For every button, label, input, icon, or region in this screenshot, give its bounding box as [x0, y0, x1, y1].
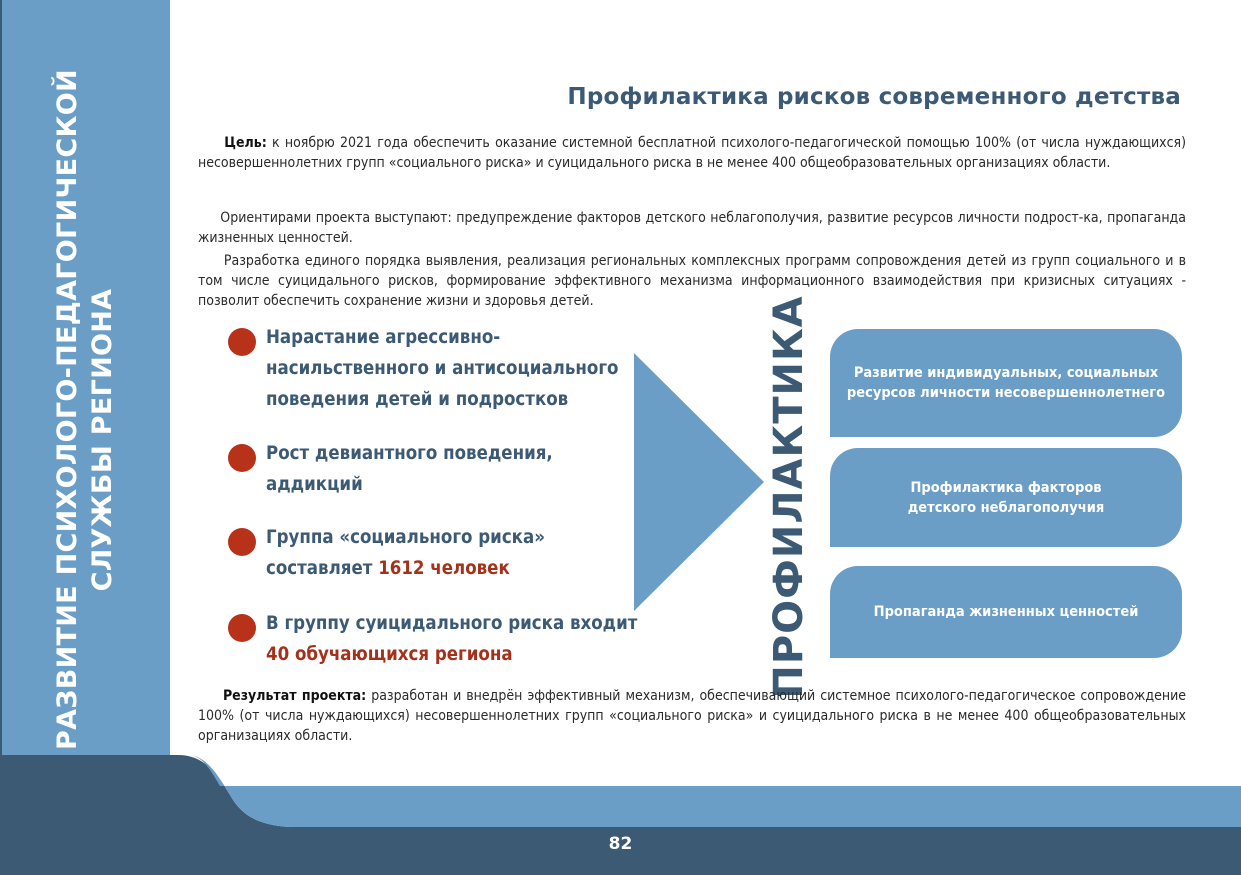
- prevention-box-factors: Профилактика факторов детского неблагополучия: [830, 448, 1182, 547]
- sidebar-title-line1: РАЗВИТИЕ ПСИХОЛОГО-ПЕДАГОГИЧЕСКОЙ: [52, 69, 83, 750]
- list-item: [228, 522, 638, 584]
- bullet-highlight: 1612 человек: [378, 558, 510, 579]
- bullet-dot: [228, 444, 256, 472]
- list-item: [228, 608, 638, 670]
- arrow-triangle: [634, 353, 766, 611]
- result-text: разработан и внедрён эффективный механизм, обеспечивающий системное психолого-педагогическое сопровождение 100% (от числа нуждающихся) несовершеннолетних групп «социального риска» и суицидального риска в не менее 400 общеобразовательных организациях области.: [198, 688, 1187, 744]
- bullet-dot: [228, 328, 256, 356]
- sidebar-title-line2: СЛУЖБЫ РЕГИОНА: [87, 288, 118, 592]
- bullet-highlight: 40 обучающихся региона: [266, 644, 513, 665]
- list-item: [228, 322, 638, 415]
- result-label: Результат проекта:: [222, 688, 367, 704]
- goal-label: Цель:: [224, 135, 267, 151]
- sidebar-edge-line: [0, 0, 2, 760]
- bullet-text: Рост девиантного поведения, аддикций: [266, 443, 553, 495]
- development-paragraph: [198, 251, 1186, 311]
- development-text: Разработка единого порядка выявления, реализация региональных комплексных программ сопровождения детей из групп социального и в том числе суицидального рисков, формирование эффективного механизма информационного взаимодействия при кризисных ситуациях - позволит обеспечить сохранение жизни и здоровья детей.: [198, 253, 1187, 309]
- bullet-dot: [228, 614, 256, 642]
- prevention-box-resources: Развитие индивидуальных, социальных ресурсов личности несовершеннолетнего: [830, 329, 1182, 437]
- orientation-paragraph: [198, 208, 1186, 248]
- orientation-text: Ориентирами проекта выступают: предупреждение факторов детского неблагополучия, развитие ресурсов личности подрост-ка, пропаганда жизненных ценностей.: [198, 210, 1186, 246]
- goal-text: к ноябрю 2021 года обеспечить оказание системной бесплатной психолого-педагогической помощью 100% (от числа нуждающихся) несовершеннолетних групп «социального риска» и суицидального риска в не менее 400 общеобразовательных организациях области.: [198, 135, 1186, 171]
- bullet-text: В группу суицидального риска входит: [266, 613, 638, 634]
- page-title: Профилактика рисков современного детства: [567, 84, 1181, 110]
- bullet-text: Группа «социального риска» составляет: [266, 527, 545, 579]
- sidebar-section-title: [50, 69, 120, 750]
- goal-paragraph: [198, 133, 1186, 173]
- result-paragraph: [198, 686, 1186, 746]
- bullet-text: Нарастание агрессивно-насильственного и антисоциального поведения детей и подростков: [266, 327, 619, 410]
- bullet-dot: [228, 528, 256, 556]
- page-number: 82: [608, 834, 633, 854]
- prevention-box-values: Пропаганда жизненных ценностей: [830, 566, 1182, 658]
- list-item: [228, 438, 638, 500]
- prevention-label: ПРОФИЛАКТИКА: [766, 295, 812, 699]
- footer-band: [0, 755, 1241, 875]
- sidebar-band: [0, 0, 170, 760]
